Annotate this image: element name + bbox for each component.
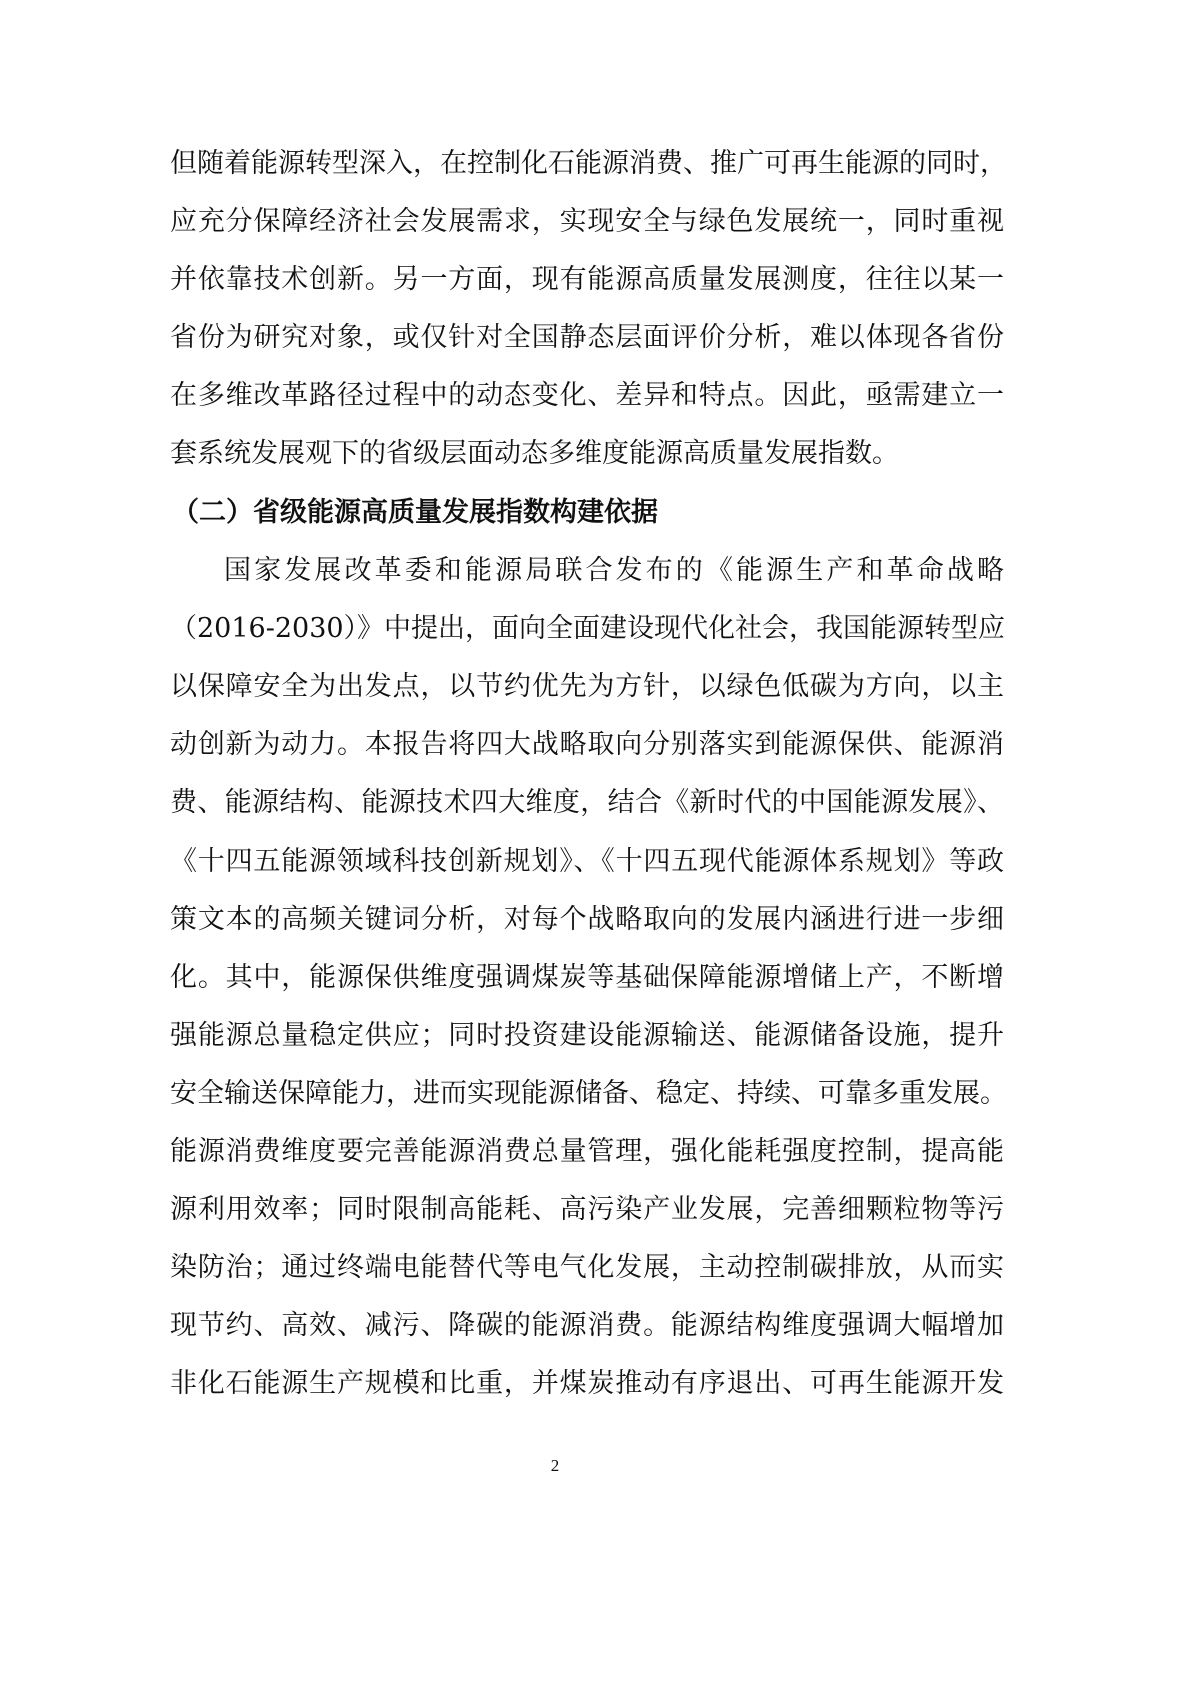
- paragraph-line: （2016-2030）》中提出，面向全面建设现代化社会，我国能源转型应: [170, 613, 1006, 644]
- paragraph-line: 强能源总量稳定供应；同时投资建设能源输送、能源储备设施，提升: [170, 1020, 1004, 1051]
- paragraph-line: 并依靠技术创新。另一方面，现有能源高质量发展测度，往往以某一: [170, 264, 1004, 295]
- paragraph-line: 动创新为动力。本报告将四大战略取向分别落实到能源保供、能源消: [170, 729, 1004, 760]
- paragraph-line: 以保障安全为出发点，以节约优先为方针，以绿色低碳为方向，以主: [170, 671, 1004, 702]
- paragraph-line: 《十四五能源领域科技创新规划》、《十四五现代能源体系规划》等政: [170, 846, 1004, 877]
- paragraph-line: 省份为研究对象，或仅针对全国静态层面评价分析，难以体现各省份: [170, 322, 1004, 353]
- paragraph-line: 能源消费维度要完善能源消费总量管理，强化能耗强度控制，提高能: [170, 1136, 1004, 1167]
- section-heading: （二）省级能源高质量发展指数构建依据: [172, 497, 658, 528]
- paragraph-line: 化。其中，能源保供维度强调煤炭等基础保障能源增储上产，不断增: [170, 962, 1004, 993]
- paragraph-line: 在多维改革路径过程中的动态变化、差异和特点。因此，亟需建立一: [170, 380, 1004, 411]
- page-number: 2: [550, 1456, 560, 1475]
- paragraph-line: 套系统发展观下的省级层面动态多维度能源高质量发展指数。: [170, 438, 899, 469]
- paragraph-line: 策文本的高频关键词分析，对每个战略取向的发展内涵进行进一步细: [170, 904, 1004, 935]
- paragraph-line: 国家发展改革委和能源局联合发布的《能源生产和革命战略: [224, 555, 1004, 586]
- paragraph-line: 源利用效率；同时限制高能耗、高污染产业发展，完善细颗粒物等污: [170, 1194, 1004, 1225]
- paragraph-line: 非化石能源生产规模和比重，并煤炭推动有序退出、可再生能源开发: [170, 1368, 1004, 1399]
- paragraph-line: 现节约、高效、减污、降碳的能源消费。能源结构维度强调大幅增加: [170, 1310, 1004, 1341]
- paragraph-line: 但随着能源转型深入，在控制化石能源消费、推广可再生能源的同时，: [170, 148, 1007, 179]
- paragraph-line: 安全输送保障能力，进而实现能源储备、稳定、持续、可靠多重发展。: [170, 1078, 1007, 1109]
- paragraph-line: 费、能源结构、能源技术四大维度，结合《新时代的中国能源发展》、: [170, 787, 1004, 818]
- paragraph-line: 应充分保障经济社会发展需求，实现安全与绿色发展统一，同时重视: [170, 206, 1004, 237]
- paragraph-line: 染防治；通过终端电能替代等电气化发展，主动控制碳排放，从而实: [170, 1252, 1004, 1283]
